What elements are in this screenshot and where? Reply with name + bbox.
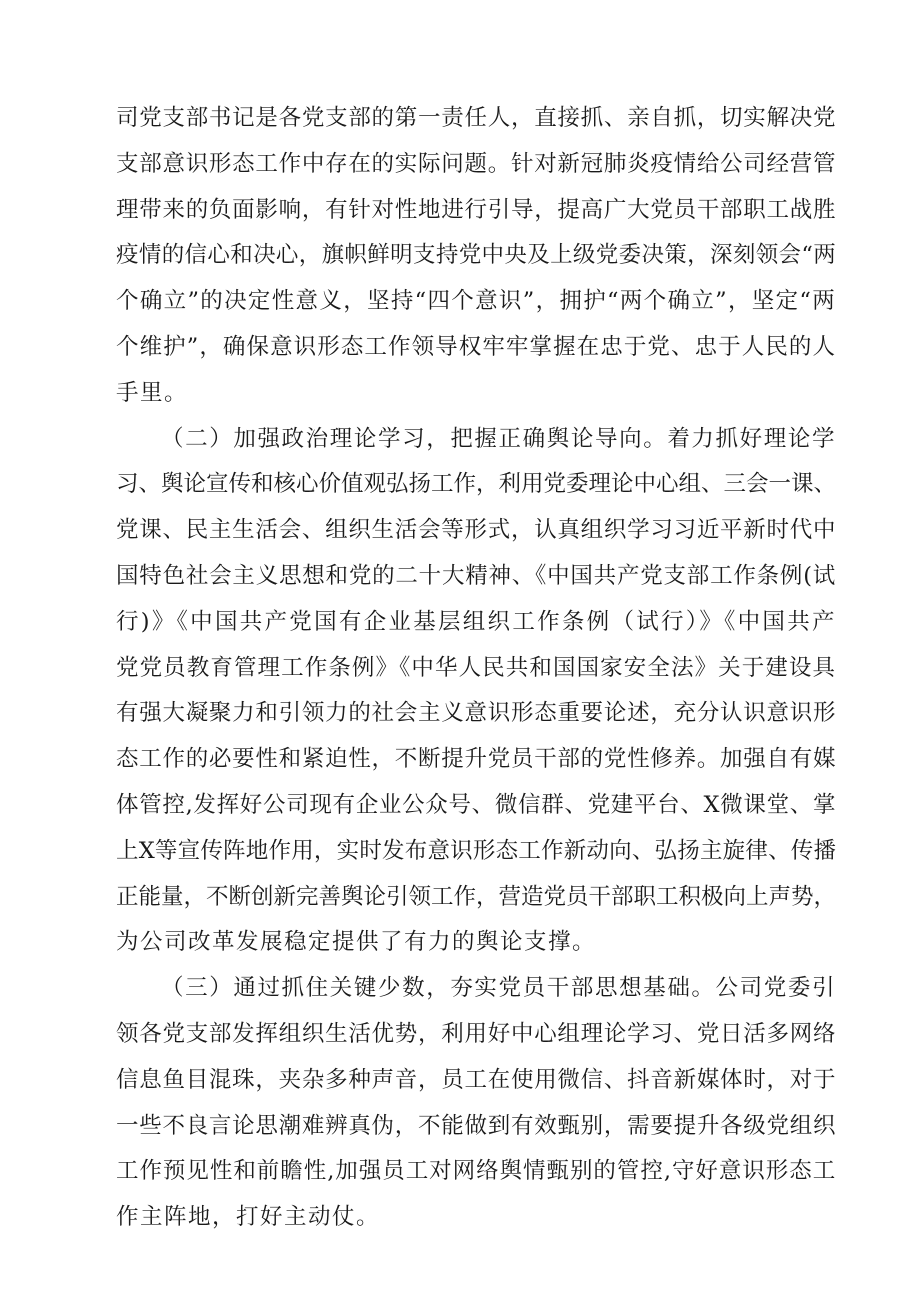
text-line: 行)》《中国共产党国有企业基层组织工作条例（试行）》《中国共产 (116, 608, 836, 635)
text-line: 领各党支部发挥组织生活优势，利用好中心组理论学习、党日活多网络 (116, 1020, 836, 1047)
text-line: 党课、民主生活会、组织生活会等形式，认真组织学习习近平新时代中 (116, 517, 836, 544)
paragraph-2 (116, 417, 836, 967)
text-line: 工作预见性和前瞻性,加强员工对网络舆情甄别的管控,守好意识形态工 (116, 1158, 836, 1185)
paragraph-1 (116, 96, 836, 417)
text-line: 上X等宣传阵地作用，实时发布意识形态工作新动向、弘扬主旋律、传播 (116, 837, 836, 864)
text-line: 手里。 (116, 379, 189, 406)
text-line: （三）通过抓住关键少数，夯实党员干部思想基础。公司党委引 (161, 975, 836, 1002)
text-line: 国特色社会主义思想和党的二十大精神、《中国共产党支部工作条例(试 (116, 562, 836, 589)
paragraph-3 (116, 966, 836, 1241)
text-line: 个确立”的决定性意义，坚持“四个意识”，拥护“两个确立”，坚定“两 (116, 288, 836, 315)
text-line: 为公司改革发展稳定提供了有力的舆论支撑。 (116, 929, 597, 956)
text-line: 信息鱼目混珠，夹杂多种声音，员工在使用微信、抖音新媒体时，对于 (116, 1066, 836, 1093)
text-line: （二）加强政治理论学习，把握正确舆论导向。着力抓好理论学 (161, 425, 836, 452)
text-line: 体管控,发挥好公司现有企业公众号、微信群、党建平台、X微课堂、掌 (116, 791, 836, 818)
document-body (116, 96, 836, 1241)
text-line: 有强大凝聚力和引领力的社会主义意识形态重要论述，充分认识意识形 (116, 700, 836, 727)
text-line: 态工作的必要性和紧迫性，不断提升党员干部的党性修养。加强自有媒 (116, 746, 836, 773)
text-line: 作主阵地，打好主动仗。 (116, 1204, 381, 1231)
text-line: 疫情的信心和决心，旗帜鲜明支持党中央及上级党委决策，深刻领会“两 (116, 242, 836, 269)
text-line: 党党员教育管理工作条例》《中华人民共和国国家安全法》关于建设具 (116, 654, 836, 681)
text-line: 理带来的负面影响，有针对性地进行引导，提高广大党员干部职工战胜 (116, 196, 836, 223)
text-line: 正能量，不断创新完善舆论引领工作，营造党员干部职工积极向上声势， (116, 883, 837, 910)
text-line: 支部意识形态工作中存在的实际问题。针对新冠肺炎疫情给公司经营管 (116, 150, 836, 177)
text-line: 司党支部书记是各党支部的第一责任人，直接抓、亲自抓，切实解决党 (116, 105, 836, 131)
text-line: 一些不良言论思潮难辨真伪，不能做到有效甄别，需要提升各级党组织 (116, 1112, 836, 1139)
text-line: 个维护”，确保意识形态工作领导权牢牢掌握在忠于党、忠于人民的人 (116, 333, 836, 360)
text-line: 习、舆论宣传和核心价值观弘扬工作，利用党委理论中心组、三会一课、 (116, 471, 837, 498)
